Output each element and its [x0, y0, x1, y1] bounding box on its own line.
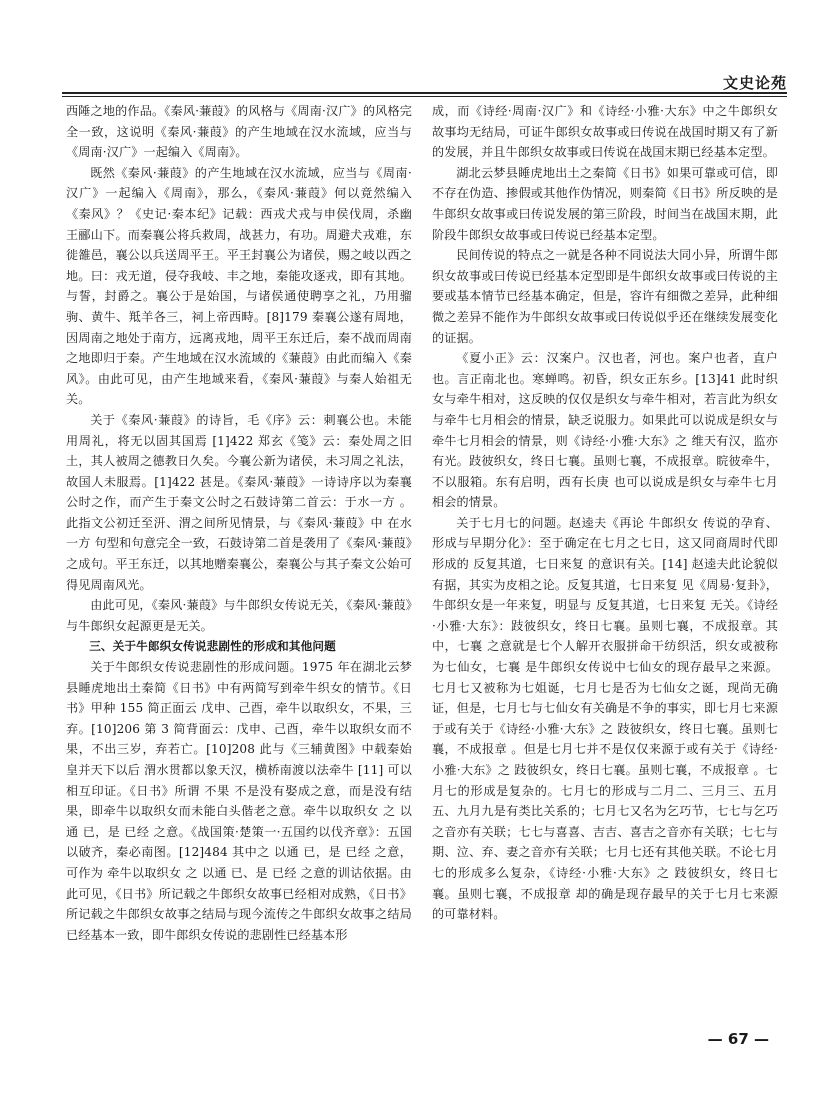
paragraph: 成，而《诗经·周南·汉广》和《诗经·小雅·大东》中之牛郎织女故事均无结局，可证牛郎织女故事或曰传说在战国时期又有了新的发展，并且牛郎织女故事或曰传说在战国末期已经基本定型。	[432, 104, 778, 160]
paragraph: 民间传说的特点之一就是各种不同说法大同小异，所谓牛郎织女故事或曰传说已经基本定型即是牛郎织女故事或曰传说的主要或基本情节已经基本确定，但是，容许有细微之差异，此种细微之差异不能作为牛郎织女故事或曰传说似乎还在继续发展变化的证据。	[432, 248, 778, 345]
section-header: 文史论苑	[722, 74, 787, 92]
paragraph: 西陲之地的作品。《秦风·蒹葭》的风格与《周南·汉广》的风格完全一致，这说明《秦风·蒹葭》的产生地域在汉水流域，应当与《周南·汉广》一起编入《周南》。	[66, 104, 412, 160]
paragraph: 关于牛郎织女传说悲剧性的形成问题。1975 年在湖北云梦县睡虎地出土秦简《日书》中有两简写到牵牛织女的情节。《日书》甲种 155 简正面云 戊申、己酉，牵牛以取织女，不果，三弃。[10]206 第 3 简背面云：戊申、己酉，牵牛以取织女而不果，不出三岁，弃若亡。[10]208 此与《三辅黄图》中载秦始皇并天下以后 渭水贯都以象天汉，横桥南渡以法牵牛 [11] 可以相互印证。《日书》所谓 不果 不是没有娶成之意，而是没有结果，即牵牛以取织女而未能白头偕老之意。牵牛以取织女 之 以通 已，是 已经 之意。《战国策·楚策一·五国约以伐齐章》：五国以破齐，秦必南图。[12]484 其中之 以通 已，是 已经 之意，可作为 牵牛以取织女 之 以通 已、是 已经 之意的训诂依据。由此可见，《日书》所记载之牛郎织女故事已经相对成熟，《日书》所记载之牛郎织女故事之结局与现今流传之牛郎织女故事之结局已经基本一致，即牛郎织女传说的悲剧性已经基本形	[66, 660, 412, 942]
left-column	[66, 101, 412, 945]
header-rule	[62, 92, 787, 94]
paragraph: 既然《秦风·蒹葭》的产生地域在汉水流域，应当与《周南·汉广》一起编入《周南》，那么，《秦风·蒹葭》何以竟然编入《秦风》？《史记·秦本纪》记载：西戎犬戎与申侯伐周，杀幽王郦山下。而秦襄公将兵救周，战甚力，有功。周避犬戎难，东徙雒邑，襄公以兵送周平王。平王封襄公为诸侯，赐之岐以西之地。曰：戎无道，侵夺我岐、丰之地，秦能攻逐戎，即有其地。与誓，封爵之。襄公于是始国，与诸侯通使聘享之礼，乃用骝驹、黄牛、羝羊各三，祠上帝西畤。[8]179 秦襄公遂有周地，因周南之地处于南方，远离戎地，周平王东迁后，秦不战而周南之地即归于秦。产生地域在汉水流域的《蒹葭》由此而编入《秦风》。由此可见，由产生地域来看，《秦风·蒹葭》与秦人始祖无关。	[66, 165, 412, 407]
paragraph: 湖北云梦县睡虎地出土之秦简《日书》如果可靠或可信，即不存在伪造、掺假或其他作伪情况，则秦简《日书》所反映的是牛郎织女故事或曰传说发展的第三阶段，时间当在战国末期，此阶段牛郎织女故事或曰传说已经基本定型。	[432, 165, 778, 242]
header-rule-thin	[62, 96, 787, 97]
paragraph: 关于《秦风·蒹葭》的诗旨，毛《序》云：刺襄公也。未能用周礼，将无以固其国焉 [1]422 郑玄《笺》云：秦处周之旧土，其人被周之德教日久矣。今襄公新为诸侯，未习周之礼法，故国人未服焉。[1]422 甚是。《秦风·蒹葭》一诗诗序以为秦襄公时之作，而产生于秦文公时之石鼓诗第二首云：于水一方 。此指文公初迁至汧、渭之间所见情景，与《秦风·蒹葭》中 在水一方 句型和句意完全一致，石鼓诗第二首是袭用了《秦风·蒹葭》之成句。平王东迁，以其地赠秦襄公，秦襄公与其子秦文公始可得见周南风光。	[66, 412, 412, 592]
section-heading: 三、关于牛郎织女传说悲剧性的形成和其他问题	[89, 639, 336, 654]
page-number: — 67 —	[707, 1030, 769, 1048]
right-column	[432, 101, 778, 925]
paragraph: 《夏小正》云：汉案户。汉也者，河也。案户也者，直户也。言正南北也。寒蝉鸣。初昏，织女正东乡。[13]41 此时织女与牵牛相对，这反映的仅仅是织女与牵牛相对，若言此为织女与牵牛七月相会的情景，缺乏说服力。如果此可以说成是织女与牵牛七月相会的情景，则《诗经·小雅·大东》之 维天有汉，监亦有光。跂彼织女，终日七襄。虽则七襄，不成报章。睆彼牵牛，不以服箱。东有启明，西有长庚 也可以说成是织女与牵牛七月相会的情景。	[432, 351, 778, 510]
paragraph: 由此可见，《秦风·蒹葭》与牛郎织女传说无关，《秦风·蒹葭》与牛郎织女起源更是无关。	[66, 598, 412, 633]
paragraph: 关于七月七的问题。赵逵夫《再论 牛郎织女 传说的孕育、形成与早期分化》：至于确定在七月之七日，这又同商周时代即形成的 反复其道，七日来复 的意识有关。[14] 赵逵夫此论貌似有据，其实为皮相之论。反复其道，七日来复 见《周易·复卦》，牛郎织女是一年来复，明显与 反复其道，七日来复 无关。《诗经·小雅·大东》：跂彼织女，终日七襄。虽则七襄，不成报章。其中，七襄 之意就是七个人解开衣服拼命干纺织活，织女或被称为七仙女，七襄 是牛郎织女传说中七仙女的现存最早之来源。七月七又被称为七姐诞，七月七是否为七仙女之诞，现尚无确证，但是，七月七与七仙女有关确是不争的事实，即七月七来源于或有关于《诗经·小雅·大东》之 跂彼织女，终日七襄。虽则七襄，不成报章 。但是七月七并不是仅仅来源于或有关于《诗经·小雅·大东》之 跂彼织女，终日七襄。虽则七襄，不成报章 。七月七的形成是复杂的。七月七的形成与二月二、三月三、五月五、九月九是有类比关系的；七月七又名为乞巧节，七七与乞巧之音亦有关联；七七与喜喜、吉吉、喜吉之音亦有关联；七七与期、泣、弃、妻之音亦有关联；七月七还有其他关联。不论七月七的形成多么复杂，《诗经·小雅·大东》之 跂彼织女，终日七襄。虽则七襄，不成报章 却的确是现存最早的关于七月七来源的可靠材料。	[432, 515, 778, 922]
